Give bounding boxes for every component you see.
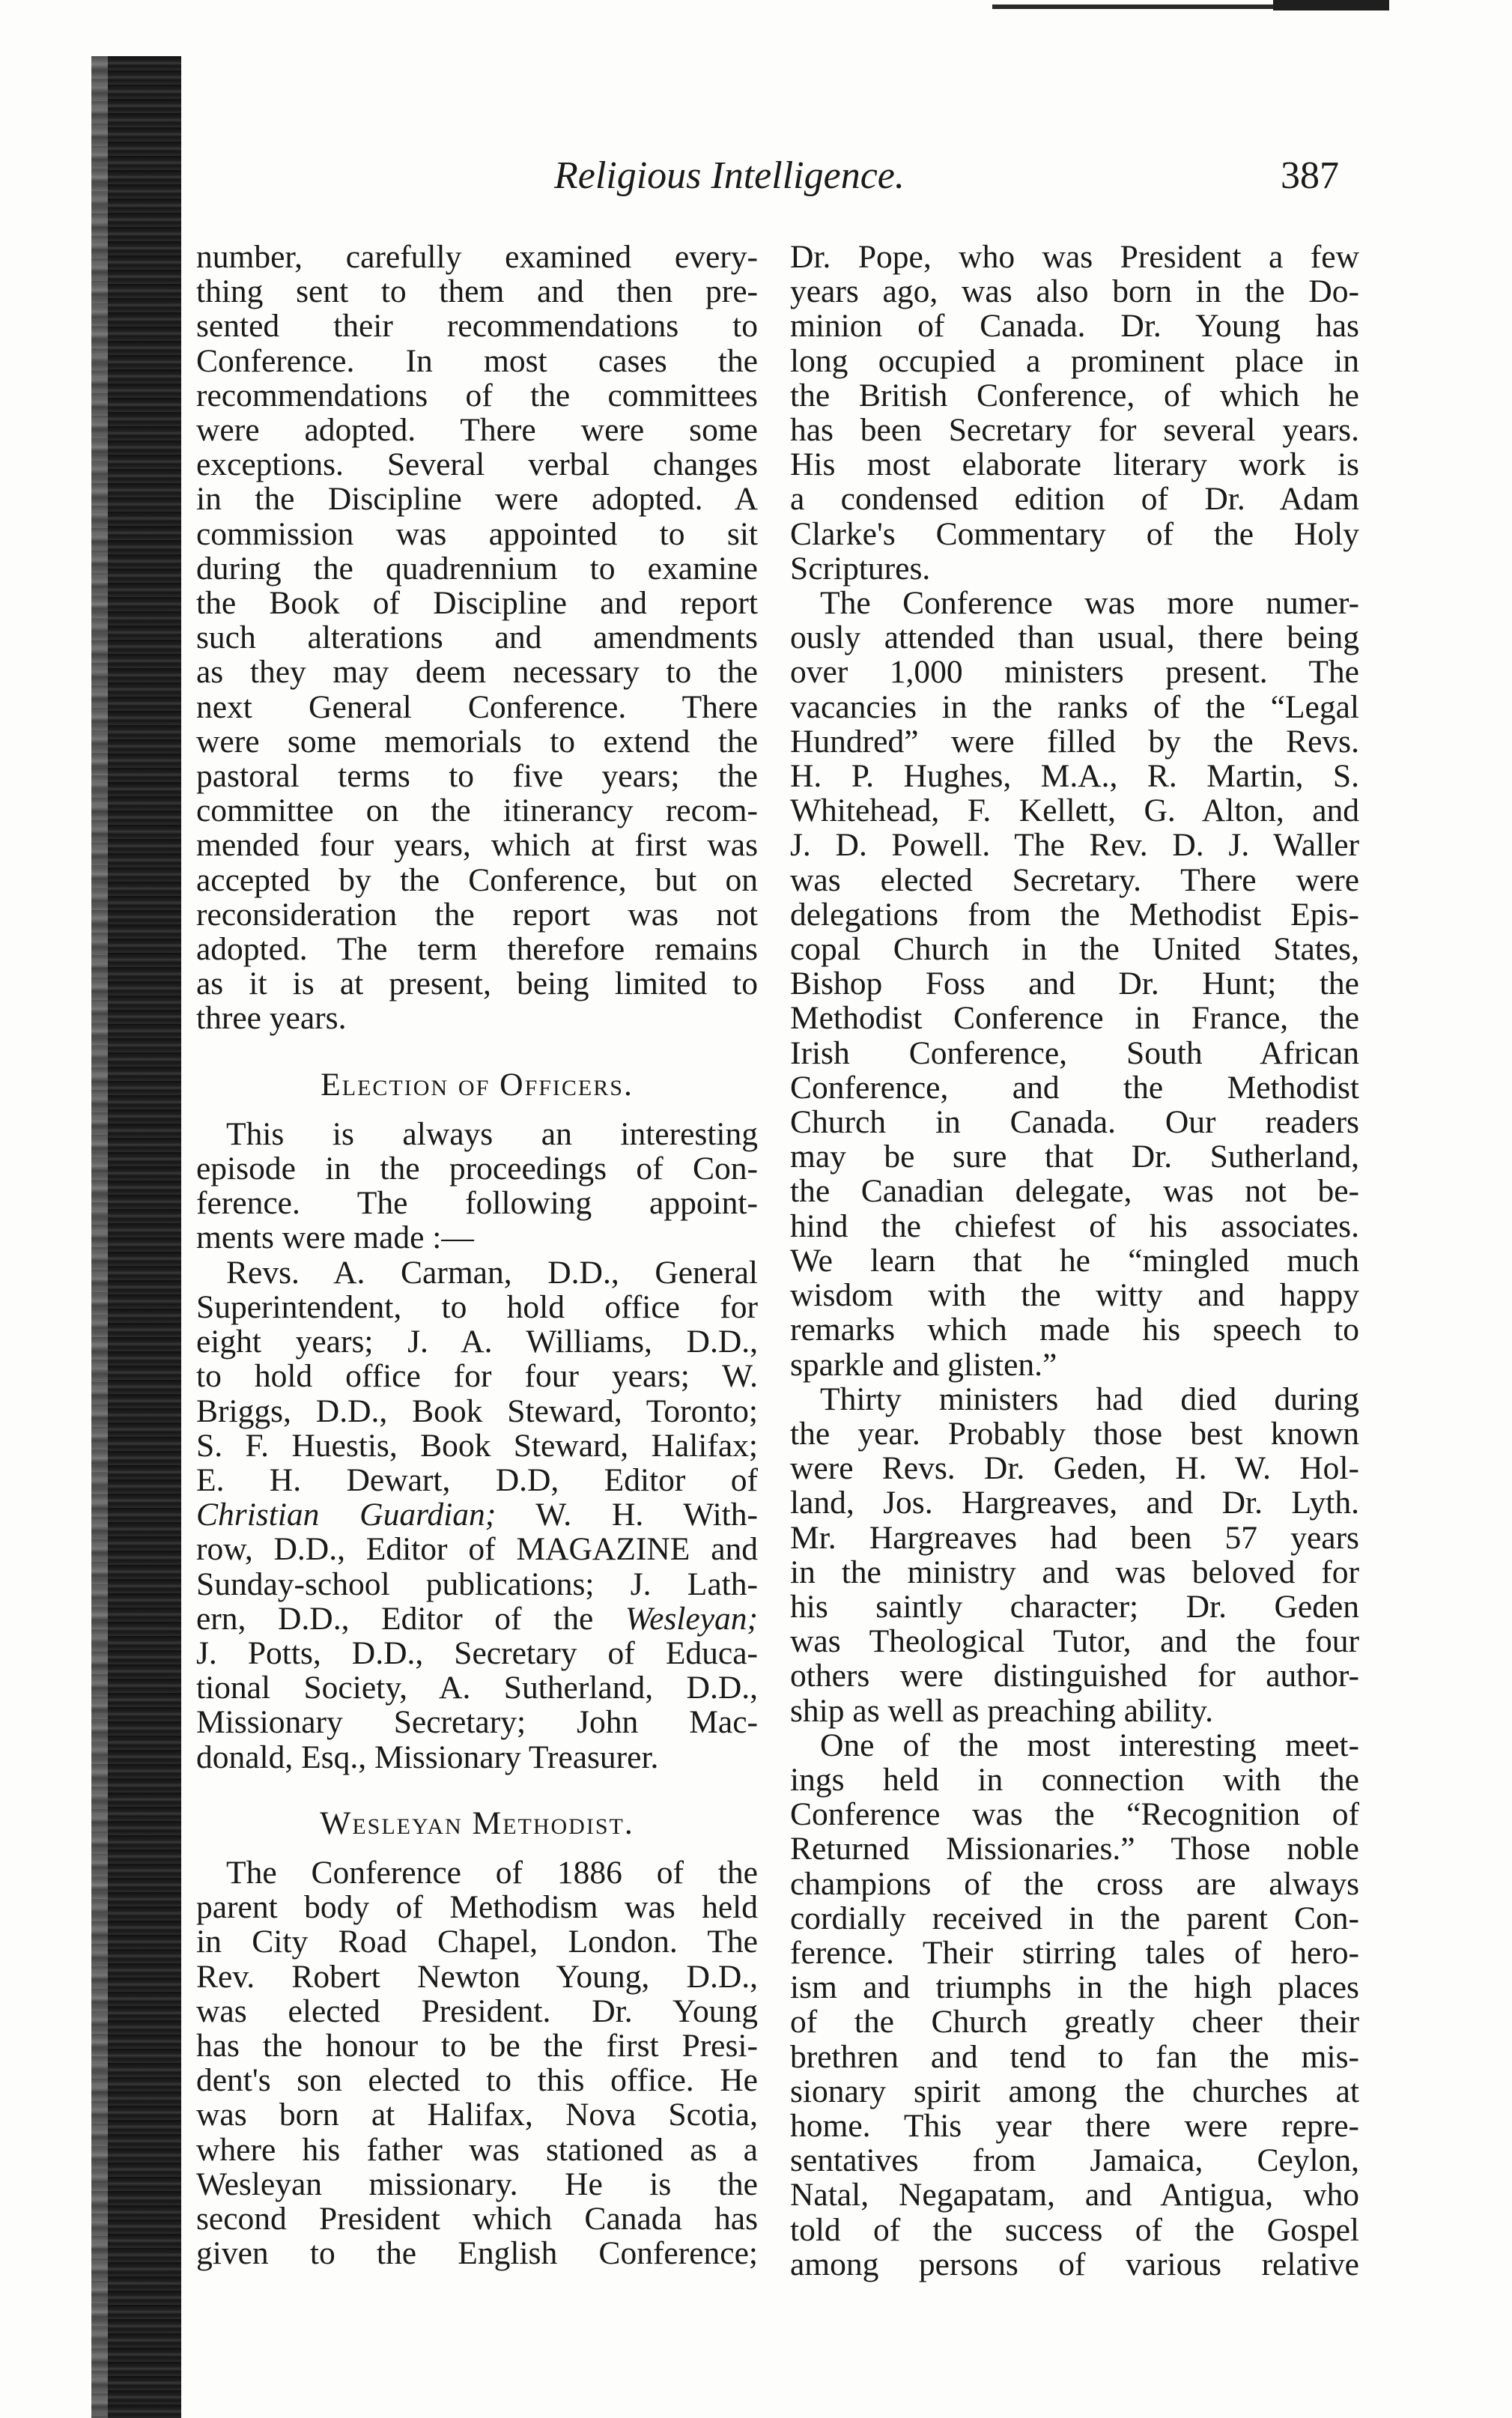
text-line: Conference. In most cases the — [196, 342, 758, 379]
text-fragment: W. H. With- — [496, 1497, 758, 1533]
text-line: ments were made :— — [196, 1219, 474, 1256]
text-line: sented their recommendations to — [196, 308, 758, 345]
text-line: pastoral terms to five years; the — [196, 758, 758, 795]
text-line: wisdom with the witty and happy — [790, 1277, 1359, 1314]
text-line: commission was appointed to sit — [196, 515, 758, 552]
text-line: the British Conference, of which he — [790, 377, 1359, 413]
text-line: sentatives from Jamaica, Ceylon, — [790, 2142, 1359, 2179]
text-line: The Conference was more numer- — [820, 585, 1359, 622]
text-line: vacancies in the ranks of the “Legal — [790, 688, 1359, 725]
text-line: Revs. A. Carman, D.D., General — [226, 1254, 758, 1291]
text-line: committee on the itinerancy recom- — [196, 793, 758, 829]
text-line: sparkle and glisten.” — [790, 1346, 1057, 1383]
text-line: his saintly character; Dr. Geden — [790, 1588, 1359, 1625]
text-line: Conference was the “Recognition of — [790, 1796, 1359, 1833]
text-line: among persons of various relative — [790, 2246, 1359, 2282]
text-line: row, D.D., Editor of MAGAZINE and — [196, 1531, 758, 1568]
text-line: has been Secretary for several years. — [790, 412, 1359, 449]
text-line: adopted. The term therefore remains — [196, 931, 758, 968]
text-line: This is always an interesting — [226, 1115, 758, 1152]
top-rule-thick — [1273, 0, 1389, 10]
text-line: was Theological Tutor, and the four — [790, 1623, 1359, 1660]
text-line: long occupied a prominent place in — [790, 342, 1359, 379]
text-line: told of the success of the Gospel — [790, 2211, 1359, 2248]
text-line: was born at Halifax, Nova Scotia, — [196, 2097, 758, 2133]
text-line: His most elaborate literary work is — [790, 446, 1359, 483]
right-para-2 — [790, 586, 1359, 1382]
text-line: in City Road Chapel, London. The — [196, 1924, 758, 1960]
text-line: Hundred” were filled by the Revs. — [790, 723, 1359, 760]
text-line: delegations from the Methodist Epis- — [790, 896, 1359, 933]
text-line: number, carefully examined every- — [196, 239, 758, 275]
text-line: the Canadian delegate, was not be- — [790, 1173, 1359, 1210]
text-line: next General Conference. There — [196, 688, 758, 725]
text-line: as it is at present, being limited to — [196, 966, 758, 1002]
text-line: The Conference of 1886 of the — [226, 1854, 758, 1891]
text-line: sionary spirit among the churches at — [790, 2073, 1359, 2109]
text-line: the year. Probably those best known — [790, 1415, 1359, 1452]
text-line: recommendations of the committees — [196, 377, 758, 413]
text-line: land, Jos. Hargreaves, and Dr. Lyth. — [790, 1485, 1359, 1521]
text-line: Rev. Robert Newton Young, D.D., — [196, 1958, 758, 1995]
right-para-4 — [790, 1728, 1359, 2282]
text-line: reconsideration the report was not — [196, 896, 758, 933]
text-line: eight years; J. A. Williams, D.D., — [196, 1324, 758, 1360]
text-line: ference. Their stirring tales of hero- — [790, 1934, 1359, 1971]
text-line: Thirty ministers had died during — [820, 1381, 1359, 1417]
text-line: tional Society, A. Sutherland, D.D., — [196, 1670, 758, 1706]
text-line: ings held in connection with the — [790, 1761, 1359, 1798]
page-header — [419, 150, 1355, 202]
text-line: H. P. Hughes, M.A., R. Martin, S. — [790, 758, 1359, 795]
text-line: were some memorials to extend the — [196, 723, 758, 760]
text-line: ship as well as preaching ability. — [790, 1692, 1213, 1729]
text-line: J. D. Powell. The Rev. D. J. Waller — [790, 827, 1359, 864]
text-line: Clarke's Commentary of the Holy — [790, 515, 1359, 552]
text-line: exceptions. Several verbal changes — [196, 446, 758, 483]
text-fragment: ern, D.D., Editor of the — [196, 1600, 625, 1637]
text-line: may be sure that Dr. Sutherland, — [790, 1139, 1359, 1175]
text-line: copal Church in the United States, — [790, 931, 1359, 968]
text-line: Mr. Hargreaves had been 57 years — [790, 1519, 1359, 1556]
text-line: dent's son elected to this office. He — [196, 2062, 758, 2099]
text-line: in the Discipline were adopted. A — [196, 481, 758, 518]
text-line: hind the chiefest of his associates. — [790, 1208, 1359, 1244]
right-para-1 — [790, 240, 1359, 586]
text-line: cordially received in the parent Con- — [790, 1900, 1359, 1936]
text-line: as they may deem necessary to the — [196, 654, 758, 691]
text-line: where his father was stationed as a — [196, 2131, 758, 2168]
text-line: mended four years, which at first was — [196, 827, 758, 864]
text-line: second President which Canada has — [196, 2200, 758, 2237]
section-heading-wesleyan: Wesleyan Methodist. — [320, 1805, 634, 1841]
text-line: others were distinguished for author- — [790, 1658, 1359, 1694]
left-para-2 — [196, 1117, 758, 1255]
text-line: years ago, was also born in the Do- — [790, 273, 1359, 310]
text-line: was elected Secretary. There were — [790, 861, 1359, 898]
text-line: Whitehead, F. Kellett, G. Alton, and — [790, 793, 1359, 829]
text-line: of the Church greatly cheer their — [790, 2004, 1359, 2040]
guardian-title: Christian Guardian; — [196, 1497, 497, 1533]
left-para-4 — [196, 1855, 758, 2270]
text-line: Wesleyan missionary. He is the — [196, 2166, 758, 2202]
text-line: E. H. Dewart, D.D, Editor of — [196, 1461, 758, 1498]
left-para-3 — [196, 1255, 758, 1775]
text-line: accepted by the Conference, but on — [196, 861, 758, 898]
text-line: Returned Missionaries.” Those noble — [790, 1831, 1359, 1867]
text-line: brethren and tend to fan the mis- — [790, 2038, 1359, 2075]
text-line: One of the most interesting meet- — [820, 1727, 1359, 1763]
text-line: Briggs, D.D., Book Steward, Toronto; — [196, 1393, 758, 1429]
text-line: three years. — [196, 1000, 347, 1037]
text-line: ism and triumphs in the high places — [790, 1969, 1359, 2006]
text-line: episode in the proceedings of Con- — [196, 1151, 758, 1187]
text-line: thing sent to them and then pre- — [196, 273, 758, 310]
text-line: S. F. Huestis, Book Steward, Halifax; — [196, 1427, 758, 1464]
text-line: Conference, and the Methodist — [790, 1069, 1359, 1106]
text-line: ference. The following appoint- — [196, 1185, 758, 1222]
page-number: 387 — [1281, 154, 1339, 197]
right-para-3 — [790, 1382, 1359, 1728]
text-line: a condensed edition of Dr. Adam — [790, 481, 1359, 518]
text-line: in the ministry and was beloved for — [790, 1554, 1359, 1590]
text-line: parent body of Methodism was held — [196, 1889, 758, 1926]
text-line: J. Potts, D.D., Secretary of Educa- — [196, 1634, 758, 1671]
text-line — [196, 1497, 758, 1532]
text-line: Bishop Foss and Dr. Hunt; the — [790, 966, 1359, 1002]
binding-highlight — [91, 56, 108, 2418]
text-line: given to the English Conference; — [196, 2235, 758, 2272]
text-line: Dr. Pope, who was President a few — [790, 239, 1359, 275]
text-line: such alterations and amendments — [196, 619, 758, 656]
text-line: home. This year there were repre- — [790, 2107, 1359, 2144]
text-line: was elected President. Dr. Young — [196, 1993, 758, 2029]
right-column — [790, 240, 1359, 2282]
text-line: remarks which made his speech to — [790, 1312, 1359, 1348]
text-line: Scriptures. — [790, 550, 931, 587]
text-line: the Book of Discipline and report — [196, 585, 758, 622]
text-line: were Revs. Dr. Geden, H. W. Hol- — [790, 1450, 1359, 1487]
text-line: ously attended than usual, there being — [790, 619, 1359, 656]
text-line: donald, Esq., Missionary Treasurer. — [196, 1739, 659, 1775]
text-line: We learn that he “mingled much — [790, 1242, 1359, 1279]
text-line: Sunday-school publications; J. Lath- — [196, 1566, 758, 1602]
text-line: were adopted. There were some — [196, 412, 758, 449]
text-line: champions of the cross are always — [790, 1865, 1359, 1902]
text-line: Missionary Secretary; John Mac- — [196, 1704, 758, 1741]
running-title: Religious Intelligence. — [554, 154, 905, 197]
text-line: minion of Canada. Dr. Young has — [790, 308, 1359, 345]
text-line: over 1,000 ministers present. The — [790, 654, 1359, 691]
text-line: during the quadrennium to examine — [196, 550, 758, 587]
text-line: Natal, Negapatam, and Antigua, who — [790, 2177, 1359, 2214]
text-line — [196, 1602, 758, 1636]
text-line: has the honour to be the first Presi- — [196, 2027, 758, 2064]
text-line: Methodist Conference in France, the — [790, 1000, 1359, 1037]
section-heading-election: Election of Officers. — [321, 1066, 634, 1103]
text-line: Irish Conference, South African — [790, 1034, 1359, 1071]
text-line: Church in Canada. Our readers — [790, 1104, 1359, 1141]
text-line: to hold office for four years; W. — [196, 1358, 758, 1395]
wesleyan-title: Wesleyan; — [625, 1600, 758, 1637]
left-column — [196, 240, 758, 2270]
text-line: Superintendent, to hold office for — [196, 1288, 758, 1325]
left-para-1 — [196, 240, 758, 1036]
